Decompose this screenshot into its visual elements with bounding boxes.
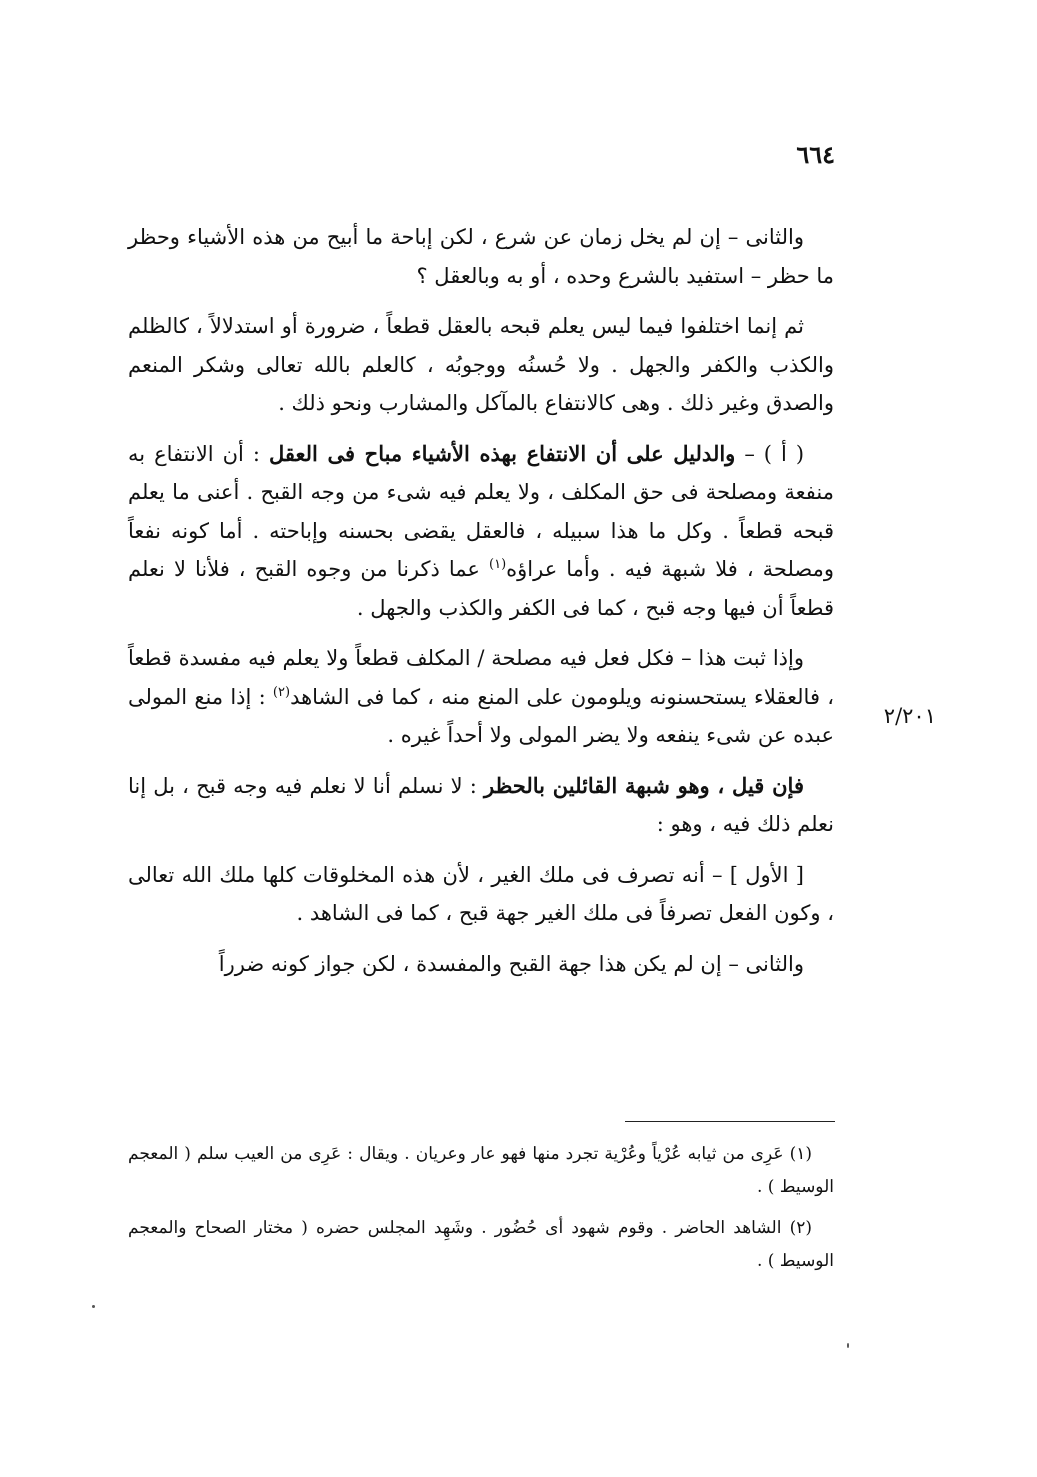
paragraph-text: : أن الانتفاع به منفعة ومصلحة فى حق المكلف ، ولا يعلم فيه شىء من وجه القبح . أعنى ما يعلم قبحه قطعاً . وكل ما هذا سبيله ، فالعقل يقضى بحسنه وإباحته . أما كونه نفعاً ومصلحة ، فلا شبهة فيه . وأما عراؤه xyxy=(128,441,834,581)
paragraph-text: والثانى – إن لم يكن هذا جهة القبح والمفسدة ، لكن جواز كونه ضرراً xyxy=(218,951,804,976)
footnote: (٢) الشاهد الحاضر . وقوم شهود أى حُضُور . وشَهِد المجلس حضره ( مختار الصحاح والمعجم الوسيط ) . xyxy=(128,1218,834,1271)
scan-speck xyxy=(92,1305,95,1308)
page-number: ٦٦٤ xyxy=(796,140,835,169)
paragraph-text: عما ذكرنا من وجوه القبح ، فلأنا لا نعلم قطعاً أن فيها وجه قبح ، كما فى الكفر والكذب والجهل . xyxy=(128,557,834,620)
margin-reference: ٢/٢٠١ xyxy=(883,704,936,728)
paragraph xyxy=(128,856,834,933)
footnote-marker: (١) xyxy=(489,557,507,572)
paragraph-text: [ الأول ] – أنه تصرف فى ملك الغير ، لأن هذه المخلوقات كلها ملك الله تعالى ، وكون الفعل تصرفاً فى ملك الغير جهة قبح ، كما فى الشاهد . xyxy=(128,862,834,925)
footnote: (١) عَرِى من ثيابه عُرْياً وعُرْية تجرد منها فهو عار وعريان . ويقال : عَرِى من العيب سلم ( المعجم الوسيط ) . xyxy=(128,1144,834,1197)
paragraph-text: ( أ ) – xyxy=(735,441,805,466)
paragraph xyxy=(128,435,834,628)
paragraph xyxy=(128,945,834,984)
paragraph-text: ثم إنما اختلفوا فيما ليس يعلم قبحه بالعقل قطعاً ، ضرورة أو استدلالاً ، كالظلم والكذب والكفر والجهل . ولا حُسنُه ووجوبُه ، كالعلم بالله تعالى وشكر المنعم والصدق وغير ذلك . وهى كالانتفاع بالمآكل والمشارب ونحو ذلك . xyxy=(128,314,834,415)
body-text xyxy=(128,218,834,995)
paragraph-text: والثانى – إن لم يخل زمان عن شرع ، لكن إباحة ما أبيح من هذه الأشياء وحظر ما حظر – استفيد بالشرع وحده ، أو به وبالعقل ؟ xyxy=(128,225,834,288)
paragraph xyxy=(128,639,834,755)
paragraph xyxy=(128,218,834,295)
paragraph-text: : لا نسلم أنا لا نعلم فيه وجه قبح ، بل إنا نعلم ذلك فيه ، وهو : xyxy=(128,773,834,836)
paragraph xyxy=(128,307,834,423)
bold-heading-text: والدليل على أن الانتفاع بهذه الأشياء مباح فى العقل xyxy=(268,440,736,466)
bold-heading-text: فإن قيل ، وهو شبهة القائلين بالحظر xyxy=(483,772,804,798)
paragraph xyxy=(128,767,834,844)
paragraph-text: وإذا ثبت هذا – فكل فعل فيه مصلحة / المكلف قطعاً ولا يعلم فيه مفسدة قطعاً ، فالعقلاء يستحسنونه ويلومون على المنع منه ، كما فى الشاهد xyxy=(128,646,834,709)
footnote-separator xyxy=(625,1121,835,1122)
paragraph-text: : إذا منع المولى عبده عن شىء ينفعه ولا يضر المولى ولا أحداً غيره . xyxy=(128,684,834,747)
footnotes xyxy=(128,1138,834,1286)
footnote-marker: (٢) xyxy=(272,684,291,700)
scan-speck xyxy=(847,1343,849,1348)
